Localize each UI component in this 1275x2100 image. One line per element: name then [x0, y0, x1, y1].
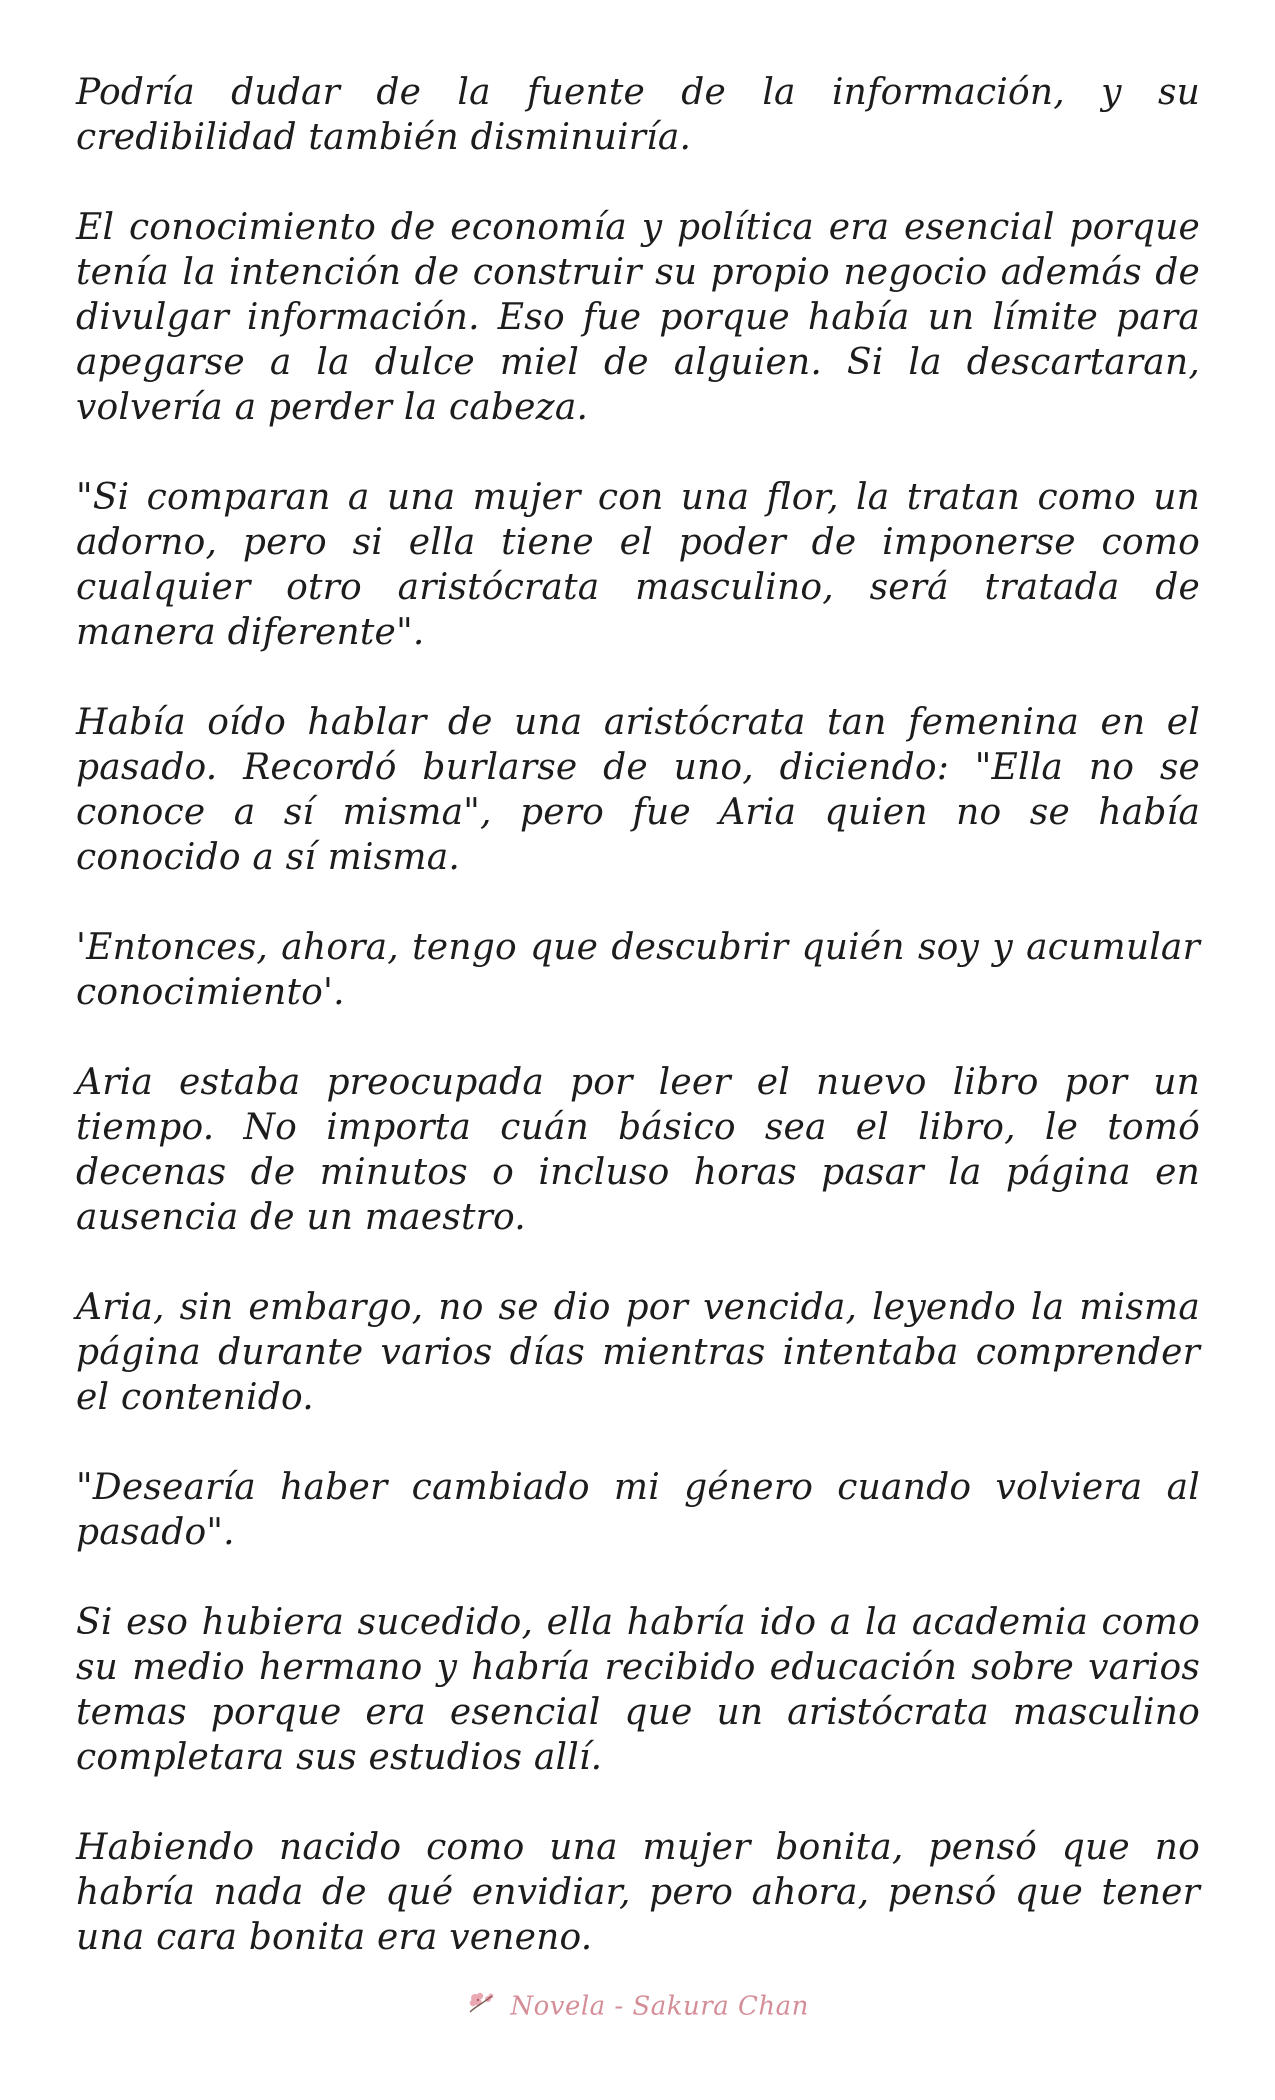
paragraph-2: El conocimiento de economía y política era esencial porque tenía la intención de construir su propio negocio además de divulgar información. Eso fue porque había un límite para apegarse a la dulce miel de alguien. Si la descartaran, volvería a perder la cabeza.	[76, 207, 1200, 428]
paragraph-7: Aria, sin embargo, no se dio por vencida, leyendo la misma página durante varios días mientras intentaba comprender el contenido.	[76, 1287, 1200, 1418]
paragraph-3: "Si comparan a una mujer con una flor, la tratan como un adorno, pero si ella tiene el poder de imponerse como cualquier otro aristócrata masculino, será tratada de manera diferente".	[76, 477, 1200, 653]
document-body	[76, 70, 1200, 2005]
paragraph-9: Si eso hubiera sucedido, ella habría ido a la academia como su medio hermano y habría recibido educación sobre varios temas porque era esencial que un aristócrata masculino completara sus estudios allí.	[76, 1602, 1200, 1778]
paragraph-8: "Desearía haber cambiado mi género cuando volviera al pasado".	[76, 1467, 1200, 1553]
paragraph-4: Había oído hablar de una aristócrata tan femenina en el pasado. Recordó burlarse de uno, diciendo: "Ella no se conoce a sí misma", pero fue Aria quien no se había conocido a sí misma.	[76, 702, 1200, 878]
paragraph-10: Habiendo nacido como una mujer bonita, pensó que no habría nada de qué envidiar, pero ahora, pensó que tener una cara bonita era veneno.	[76, 1827, 1200, 1958]
watermark-text: Novela - Sakura Chan	[510, 1991, 809, 2022]
sakura-flower-icon	[466, 1990, 496, 2023]
paragraph-1: Podría dudar de la fuente de la información, y su credibilidad también disminuiría.	[76, 72, 1200, 158]
paragraph-5: 'Entonces, ahora, tengo que descubrir quién soy y acumular conocimiento'.	[76, 927, 1200, 1013]
watermark	[0, 1990, 1275, 2023]
paragraph-6: Aria estaba preocupada por leer el nuevo libro por un tiempo. No importa cuán básico sea el libro, le tomó decenas de minutos o incluso horas pasar la página en ausencia de un maestro.	[76, 1062, 1200, 1238]
